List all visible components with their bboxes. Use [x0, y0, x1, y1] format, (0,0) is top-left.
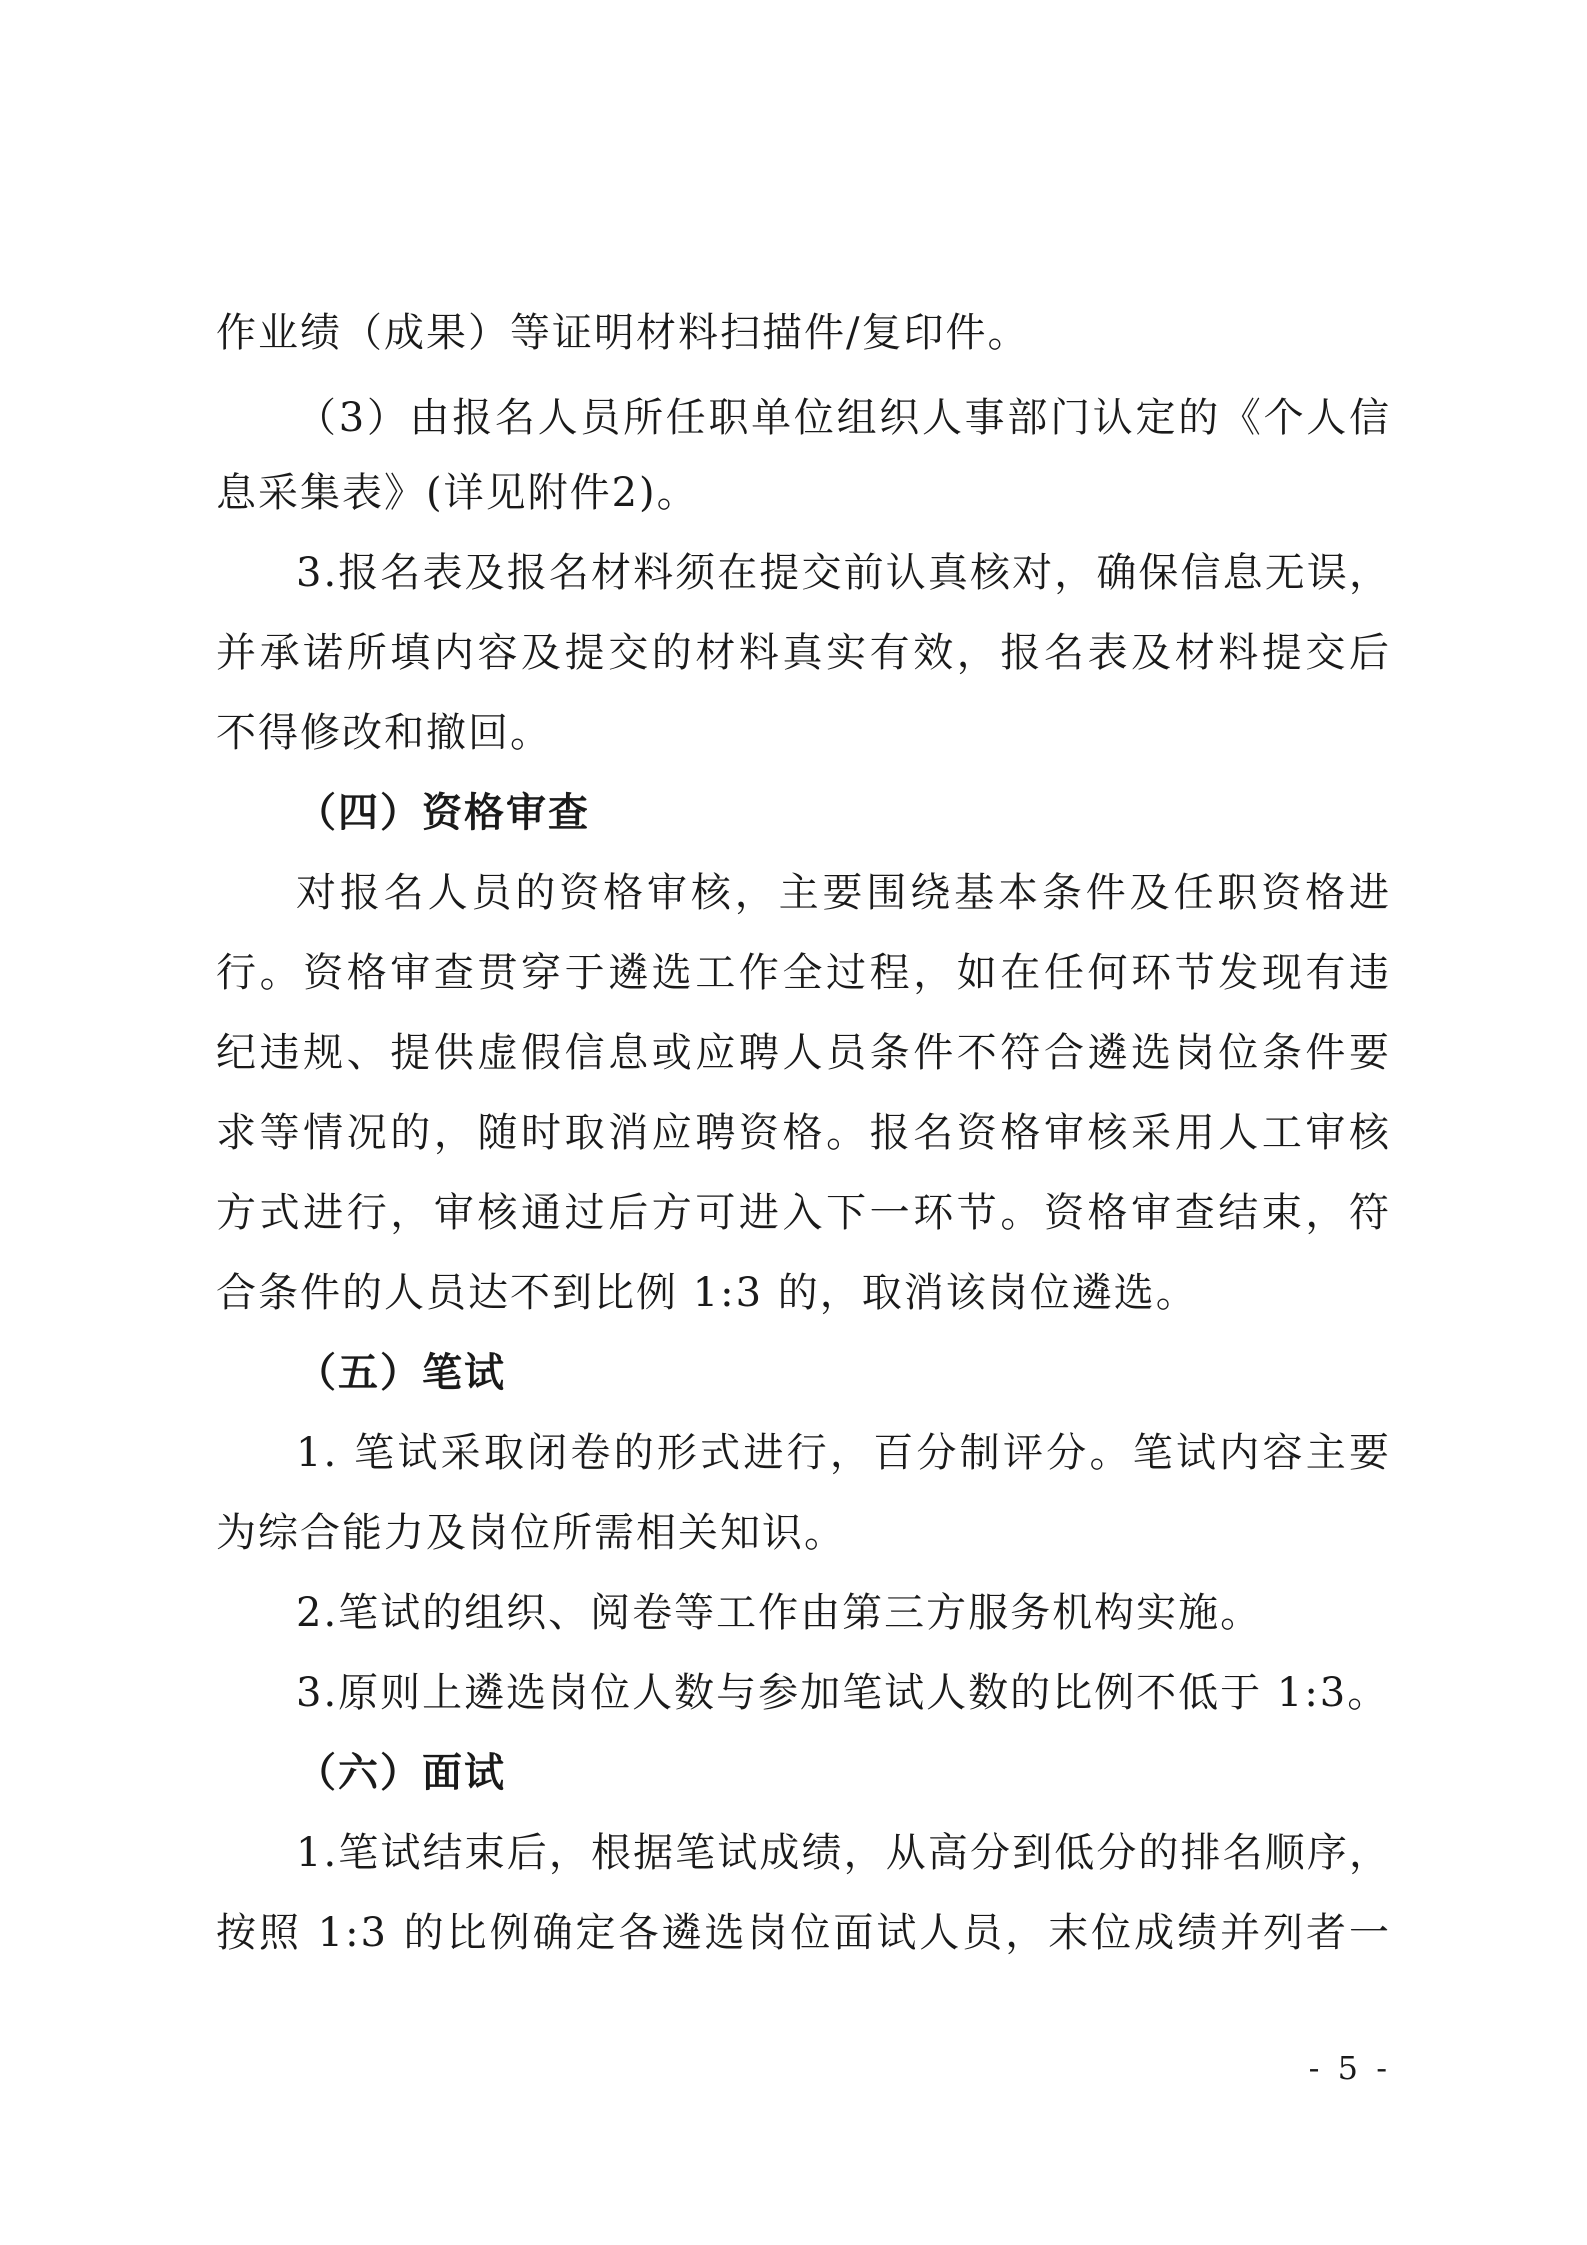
body-line: 1. 笔试采取闭卷的形式进行，百分制评分。笔试内容主要	[296, 1430, 1391, 1476]
body-line: 1.笔试结束后，根据笔试成绩，从高分到低分的排名顺序，	[296, 1830, 1391, 1876]
section-heading: （六）面试	[296, 1749, 506, 1796]
body-line: 不得修改和撤回。	[216, 710, 552, 756]
section-heading: （五）笔试	[296, 1349, 506, 1396]
body-line: 合条件的人员达不到比例 1:3 的，取消该岗位遴选。	[216, 1270, 1198, 1316]
body-line: 作业绩（成果）等证明材料扫描件/复印件。	[216, 310, 1030, 356]
page-number: - 5 -	[1308, 2049, 1391, 2087]
section-heading: （四）资格审查	[296, 789, 590, 836]
body-line: 纪违规、提供虚假信息或应聘人员条件不符合遴选岗位条件要	[216, 1030, 1391, 1076]
body-line: 并承诺所填内容及提交的材料真实有效，报名表及材料提交后	[216, 630, 1391, 676]
body-line: 3.原则上遴选岗位人数与参加笔试人数的比例不低于 1:3。	[296, 1670, 1390, 1716]
body-line: （3）由报名人员所任职单位组织人事部门认定的《个人信	[296, 395, 1391, 441]
body-line: 按照 1:3 的比例确定各遴选岗位面试人员，末位成绩并列者一	[216, 1910, 1391, 1956]
body-line: 2.笔试的组织、阅卷等工作由第三方服务机构实施。	[296, 1590, 1263, 1636]
body-line: 为综合能力及岗位所需相关知识。	[216, 1510, 846, 1556]
body-line: 3.报名表及报名材料须在提交前认真核对，确保信息无误，	[296, 550, 1391, 596]
body-line: 方式进行，审核通过后方可进入下一环节。资格审查结束，符	[216, 1190, 1391, 1236]
body-line: 对报名人员的资格审核，主要围绕基本条件及任职资格进	[296, 870, 1391, 916]
body-line: 息采集表》(详见附件2)。	[216, 470, 699, 516]
body-line: 求等情况的，随时取消应聘资格。报名资格审核采用人工审核	[216, 1110, 1391, 1156]
body-line: 行。资格审查贯穿于遴选工作全过程，如在任何环节发现有违	[216, 950, 1391, 996]
